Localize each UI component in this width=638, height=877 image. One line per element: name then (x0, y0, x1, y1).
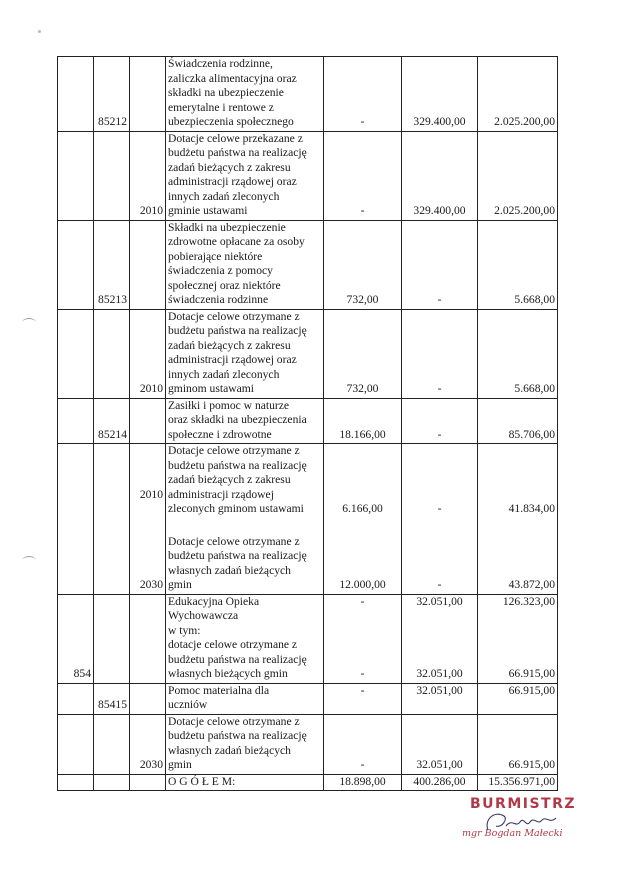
value-col-1 (324, 594, 402, 683)
description-line: pobierające niektóre (168, 249, 263, 263)
section-code: 854 (58, 594, 94, 683)
description-line: Dotacje celowe otrzymane z (168, 444, 300, 457)
table-row (58, 444, 558, 595)
binder-hole-mark (22, 556, 36, 565)
table-row (58, 398, 558, 444)
total-col-3: 15.356.971,00 (478, 774, 558, 791)
value-b: - (437, 578, 442, 591)
paragraph-code (130, 220, 166, 309)
value-col-1: 732,00 (324, 220, 402, 309)
paragraph-code (130, 444, 166, 595)
value-b: 43.872,00 (508, 578, 555, 591)
paragraph-code (130, 774, 166, 791)
description-line: budżetu państwa na realizację (168, 549, 307, 562)
value-top: 126.323,00 (502, 594, 555, 608)
description-line: oraz składki na ubezpieczenia (168, 413, 307, 426)
table-row (58, 220, 558, 309)
description-line: Wychowawcza (168, 609, 239, 622)
description-line: administracji rządowej oraz (168, 353, 297, 366)
description-line: gmin (168, 578, 192, 591)
spacer (326, 609, 399, 667)
value-col-2 (402, 444, 478, 595)
item-description (166, 57, 324, 132)
paragraph-code (130, 683, 166, 714)
value-col-2: - (402, 220, 478, 309)
description-line: budżetu państwa na realizację (168, 146, 307, 159)
value-col-1: 732,00 (324, 309, 402, 398)
value-col-1: - (324, 131, 402, 220)
value-top: - (360, 594, 365, 608)
signature-block (462, 796, 592, 856)
value-bottom: - (360, 667, 365, 680)
table-row (58, 131, 558, 220)
paragraph-code (130, 398, 166, 444)
description-line: gminom ustawami (168, 382, 254, 395)
description-line: budżetu państwa na realizację (168, 652, 307, 666)
spacer (168, 517, 321, 535)
spacer (326, 517, 399, 579)
value-col-2: 32.051,00 (402, 714, 478, 774)
item-description (166, 220, 324, 309)
chapter-code (94, 309, 130, 398)
chapter-code (94, 594, 130, 683)
description-line: zadań bieżących z zakresu (168, 473, 291, 486)
paragraph-code (130, 594, 166, 683)
item-description (166, 683, 324, 714)
signature-title: BURMISTRZ (470, 796, 577, 812)
description-line: zleconych gminom ustawami (168, 502, 304, 515)
spacer (132, 502, 163, 578)
chapter-code (94, 131, 130, 220)
section-code (58, 398, 94, 444)
description-line: świadczenia z pomocy (168, 264, 273, 277)
section-code (58, 220, 94, 309)
chapter-code (94, 444, 130, 595)
item-description (166, 309, 324, 398)
value-col-1: - (324, 57, 402, 132)
value-col-3: 2.025.200,00 (478, 131, 558, 220)
description-line: Dotacje celowe otrzymane z (168, 534, 300, 548)
chapter-code: 85212 (94, 57, 130, 132)
description-line: emerytalne i rentowe z (168, 100, 274, 114)
paragraph-code: 2030 (130, 714, 166, 774)
value-col-3: 85.706,00 (478, 398, 558, 444)
value-col-2: 329.400,00 (402, 57, 478, 132)
description-line: administracji rządowej oraz (168, 175, 297, 188)
item-description (166, 714, 324, 774)
description-line: Zasiłki i pomoc w naturze (168, 398, 290, 412)
item-description (166, 594, 324, 683)
total-row (58, 774, 558, 791)
chapter-code: 85415 (94, 683, 130, 714)
budget-table (57, 56, 558, 791)
description-line: ubezpieczenia społecznego (168, 115, 294, 128)
value-col-1: 18.166,00 (324, 398, 402, 444)
description-line: składki na ubezpieczenie (168, 86, 284, 99)
total-col-1: 18.898,00 (324, 774, 402, 791)
paragraph-code-b: 2030 (139, 578, 163, 591)
value-bottom: 66.915,00 (508, 667, 555, 680)
description-line: własnych zadań bieżących (168, 743, 291, 757)
value-col-3: 5.668,00 (478, 220, 558, 309)
value-a: 41.834,00 (508, 502, 555, 515)
value-col-2 (402, 594, 478, 683)
description-line: innych zadań zleconych (168, 189, 280, 203)
paragraph-code: 2010 (130, 309, 166, 398)
section-code (58, 131, 94, 220)
value-b: 12.000,00 (339, 578, 386, 591)
value-col-1: - (324, 714, 402, 774)
value-col-2: 329.400,00 (402, 131, 478, 220)
value-col-2: - (402, 398, 478, 444)
value-col-2: - (402, 309, 478, 398)
binder-hole-mark (22, 318, 36, 327)
section-code (58, 683, 94, 714)
total-label: O G Ó Ł E M: (166, 774, 324, 791)
description-line: zdrowotne opłacane za osoby (168, 235, 305, 248)
paragraph-code (130, 57, 166, 132)
description-line: własnych zadań bieżących (168, 563, 291, 577)
value-col-1 (324, 444, 402, 595)
description-line: budżetu państwa na realizację (168, 729, 307, 742)
spacer (480, 609, 555, 667)
description-line: administracji rządowej (168, 487, 274, 501)
description-line: Edukacyjna Opieka (168, 594, 260, 608)
value-col-2: 32.051,00 (402, 683, 478, 714)
chapter-code (94, 714, 130, 774)
description-line: własnych bieżących gmin (168, 667, 288, 680)
description-line: Dotacje celowe otrzymane z (168, 309, 300, 323)
signatory-name: mgr Bogdan Małecki (462, 828, 563, 839)
value-col-3: 66.915,00 (478, 714, 558, 774)
description-line: świadczenia rodzinne (168, 293, 269, 306)
item-description (166, 398, 324, 444)
section-code (58, 714, 94, 774)
value-col-3: 2.025.200,00 (478, 57, 558, 132)
value-col-1: - (324, 683, 402, 714)
description-line: innych zadań zleconych (168, 367, 280, 381)
item-description (166, 444, 324, 595)
section-code (58, 774, 94, 791)
table-row (58, 594, 558, 683)
description-line: gminie ustawami (168, 204, 248, 217)
chapter-code: 85214 (94, 398, 130, 444)
chapter-code (94, 774, 130, 791)
value-col-3 (478, 444, 558, 595)
spacer (404, 517, 475, 579)
value-bottom: 32.051,00 (416, 667, 463, 680)
total-col-2: 400.286,00 (402, 774, 478, 791)
table-row (58, 309, 558, 398)
description-line: Dotacje celowe przekazane z (168, 131, 303, 145)
table-row (58, 714, 558, 774)
description-line: w tym: (168, 623, 201, 637)
value-col-3: 5.668,00 (478, 309, 558, 398)
description-line: budżetu państwa na realizację (168, 458, 307, 472)
value-col-3: 66.915,00 (478, 683, 558, 714)
description-line: uczniów (168, 698, 208, 711)
description-line: zadań bieżących z zakresu (168, 160, 291, 174)
paragraph-code-a: 2010 (139, 487, 163, 501)
description-line: Pomoc materialna dla (168, 683, 270, 697)
description-line: Dotacje celowe otrzymane z (168, 714, 300, 728)
spacer (404, 609, 475, 667)
description-line: społeczne i zdrowotne (168, 427, 272, 441)
description-line: gmin (168, 758, 192, 771)
description-line: dotacje celowe otrzymane z (168, 638, 298, 651)
table-row (58, 57, 558, 132)
description-line: zadań bieżących z zakresu (168, 338, 291, 352)
description-line: zaliczka alimentacyjna oraz (168, 71, 297, 85)
description-line: Składki na ubezpieczenie (168, 220, 286, 234)
value-top: 32.051,00 (416, 594, 463, 608)
value-col-3 (478, 594, 558, 683)
item-description (166, 131, 324, 220)
description-line: budżetu państwa na realizację (168, 324, 307, 337)
spacer (480, 517, 555, 579)
page-speck (38, 30, 41, 33)
table-row (58, 683, 558, 714)
paragraph-code: 2010 (130, 131, 166, 220)
value-a: 6.166,00 (342, 502, 383, 515)
description-line: społecznej oraz niektóre (168, 278, 281, 292)
value-a: - (437, 502, 442, 515)
chapter-code: 85213 (94, 220, 130, 309)
description-line: Świadczenia rodzinne, (168, 57, 273, 70)
section-code (58, 444, 94, 595)
section-code (58, 57, 94, 132)
section-code (58, 309, 94, 398)
